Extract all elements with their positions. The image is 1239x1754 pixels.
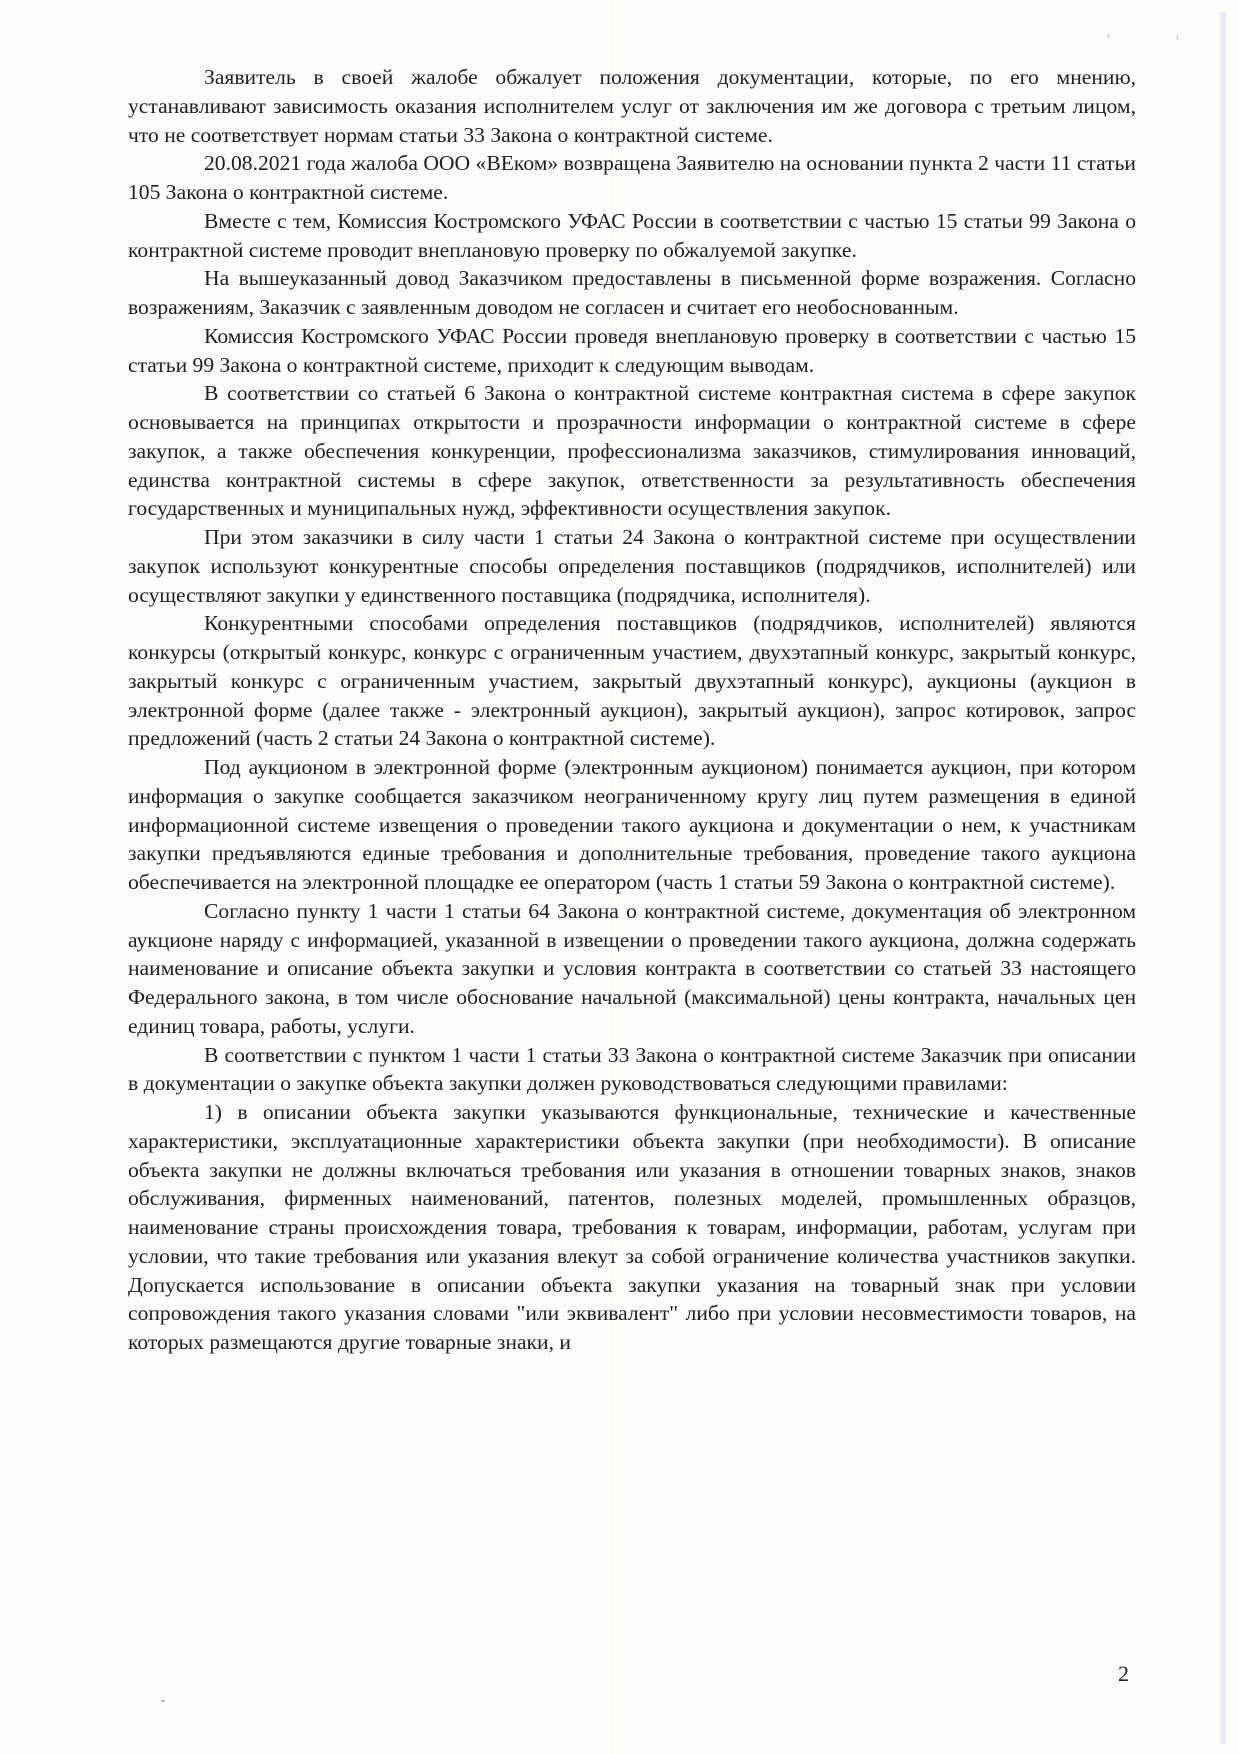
paragraph-competitive-methods: Конкурентными способами определения поставщиков (подрядчиков, исполнителей) являются конкурсы (открытый конкурс, конкурс с ограниченным участием, двухэтапный конкурс, закрытый конкурс, закрытый конкурс с ограниченным участием, закрытый двухэтапный конкурс), аукционы (аукцион в электронной форме (далее также - электронный аукцион), закрытый аукцион), запрос котировок, запрос предложений (часть 2 статьи 24 Закона о контрактной системе). (128, 611, 1136, 751)
document-body (128, 63, 1136, 1357)
paragraph-article-6: В соответствии со статьей 6 Закона о контрактной системе контрактная система в сфере закупок основывается на принципах открытости и прозрачности информации о контрактной системе в сфере закупок, а также обеспечения конкуренции, профессионализма заказчиков, стимулирования инноваций, единства контрактной системы в сфере закупок, ответственности за результативность обеспечения государственных и муниципальных нужд, эффективности осуществления закупок. (128, 381, 1136, 521)
scan-artifact-mark: ı (1176, 32, 1179, 43)
scan-artifact-mark: ι (1107, 30, 1110, 41)
paragraph-unscheduled-check: Вместе с тем, Комиссия Костромского УФАС России в соответствии с частью 15 статьи 99 Закона о контрактной системе проводит внеплановую проверку по обжалуемой закупке. (128, 208, 1136, 262)
paragraph-complaint-returned: 20.08.2021 года жалоба ООО «ВЕком» возвращена Заявителю на основании пункта 2 части 11 статьи 105 Закона о контрактной системе. (128, 151, 1136, 204)
paragraph-electronic-auction-definition: Под аукционом в электронной форме (электронным аукционом) понимается аукцион, при котором информация о закупке сообщается заказчиком неограниченному кругу лиц путем размещения в единой информационной системе извещения о проведении такого аукциона и документации о нем, к участникам закупки предъявляются единые требования и дополнительные требования, проведение такого аукциона обеспечивается на электронной площадке ее оператором (часть 1 статьи 59 Закона о контрактной системе). (128, 755, 1136, 894)
paragraph-customer-objections: На вышеуказанный довод Заказчиком предоставлены в письменной форме возражения. Согласно возражениям, Заказчик с заявленным доводом не согласен и считает его необоснованным. (128, 266, 1136, 319)
paragraph-article-64: Согласно пункту 1 части 1 статьи 64 Закона о контрактной системе, документация об электронном аукционе наряду с информацией, указанной в извещении о проведении такого аукциона, должна содержать наименование и описание объекта закупки и условия контракта в соответствии со статьей 33 настоящего Федерального закона, в том числе обоснование начальной (максимальной) цены контракта, начальных цен единиц товара, работы, услуги. (128, 898, 1136, 1038)
paragraph-article-24-part-1: При этом заказчики в силу части 1 статьи 24 Закона о контрактной системе при осуществлении закупок используют конкурентные способы определения поставщиков (подрядчиков, исполнителей) или осуществляют закупки у единственного поставщика (подрядчика, исполнителя). (128, 525, 1136, 607)
scan-edge-strip (1220, 12, 1226, 1744)
paragraph-rule-1: 1) в описании объекта закупки указываются функциональные, технические и качественные характеристики, эксплуатационные характеристики объекта закупки (при необходимости). В описание объекта закупки не должны включаться требования или указания в отношении товарных знаков, знаков обслуживания, фирменных наименований, патентов, полезных моделей, промышленных образцов, наименование страны происхождения товара, требования к товарам, информации, работам, услугам при условии, что такие требования или указания влекут за собой ограничение количества участников закупки. Допускается использование в описании объекта закупки указания на товарный знак при условии сопровождения такого указания словами "или эквивалент" либо при условии несовместимости товаров, на которых размещаются другие товарные знаки, и (128, 1100, 1136, 1354)
paragraph-article-33: В соответствии с пунктом 1 части 1 статьи 33 Закона о контрактной системе Заказчик при описании в документации о закупке объекта закупки должен руководствоваться следующими правилами: (128, 1042, 1136, 1096)
paragraph-complaint-summary: Заявитель в своей жалобе обжалует положения документации, которые, по его мнению, устанавливают зависимость оказания исполнителем услуг от заключения им же договора с третьим лицом, что не соответствует нормам статьи 33 Закона о контрактной системе. (128, 65, 1136, 147)
scan-speck (162, 1700, 164, 1702)
page-number: 2 (1118, 1661, 1129, 1686)
paragraph-commission-conclusions: Комиссия Костромского УФАС России проведя внеплановую проверку в соответствии с частью 15 статьи 99 Закона о контрактной системе, приходит к следующим выводам. (128, 323, 1136, 377)
